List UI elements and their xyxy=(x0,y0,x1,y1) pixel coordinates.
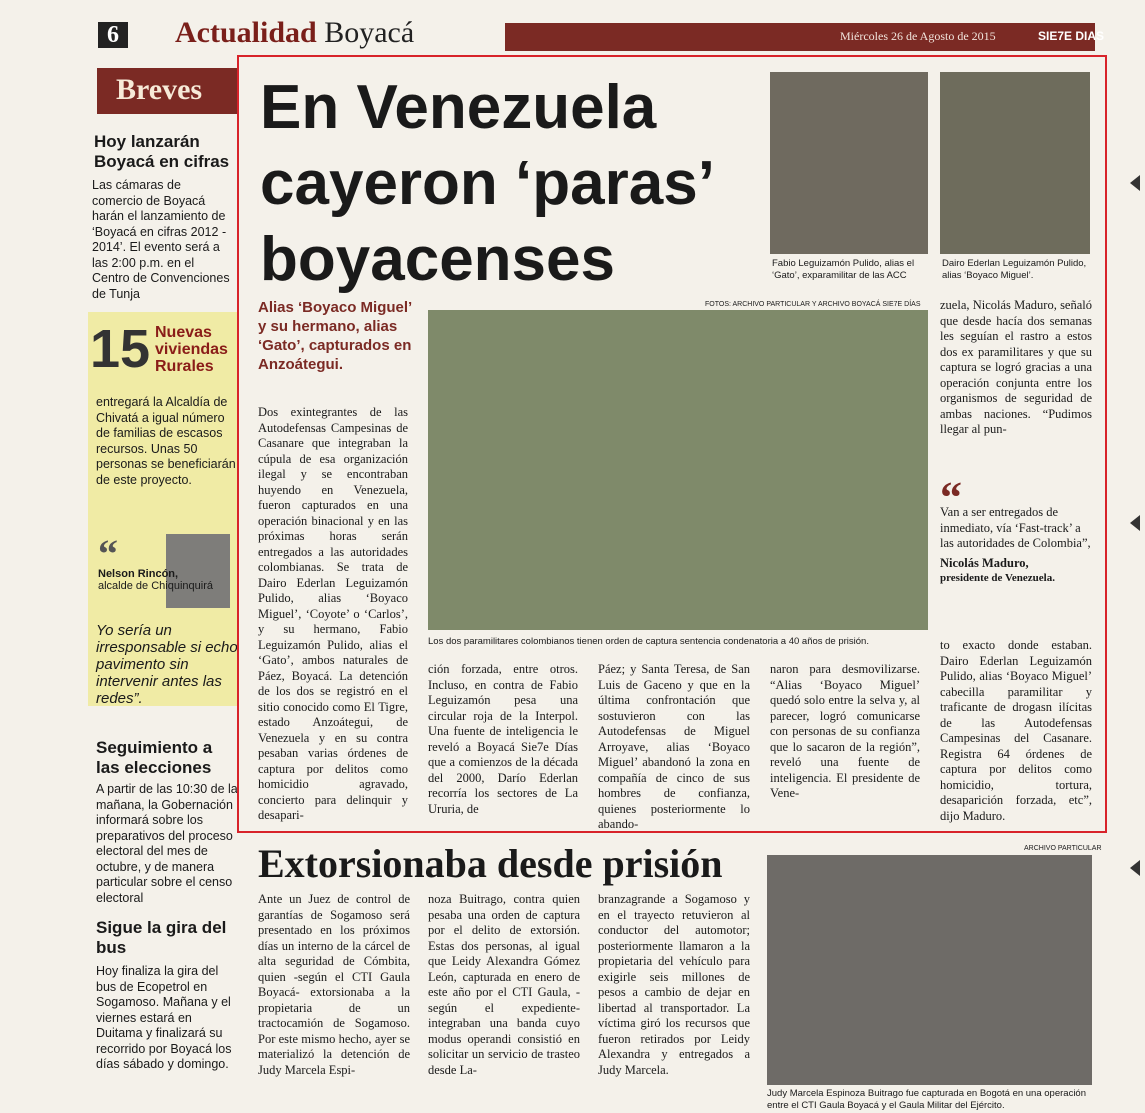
dairo-leguizamon-photo xyxy=(940,72,1090,254)
quote-mark-icon: “ xyxy=(940,473,962,522)
article-column: Dos exintegrantes de las Autodefensas Campesinas de Casanare que integraban la cúpula de esa organización ilegal y se encontraban huyendo en Venezuela, fueron capturados en una operación binacional y en las próximas horas serán entregados a las autoridades colombianas. Se trata de Dairo Ederlan Leguizamón Pulido, alias ‘Boyaco Miguel’, ‘Coyote’ o ‘Carlos’, y su hermano, Fabio Leguizamón Pulido, alias el ‘Gato’, ambos naturales de Páez, Boyacá. La detención de los dos se registró en el sitio conocido como El Tigre, estado Anzoátegui, de Venezuela y en su contra pesaban varias órdenes de captura por delitos como homicidio agravado, concierto para delinquir y desapari- xyxy=(258,405,408,822)
breve-title: Sigue la gira del bus xyxy=(96,918,227,957)
photo-credit: ARCHIVO PARTICULAR xyxy=(1024,845,1102,852)
breve-title: Seguimiento a las elecciones xyxy=(96,738,213,777)
issue-date: Miércoles 26 de Agosto de 2015 xyxy=(840,29,996,43)
section-subtitle: Boyacá xyxy=(324,16,415,49)
main-photo-caption: Los dos paramilitares colombianos tienen orden de captura sentencia condenatoria a 40 años de prisión. xyxy=(428,636,869,647)
page-edge-arrow-icon xyxy=(1130,515,1140,531)
page-edge-arrow-icon xyxy=(1130,860,1140,876)
article-column: Páez; y Santa Teresa, de San Luis de Gaceno y que en la última confrontación que sostuvieron con las Autodefensas de Miguel Arroyave, alias ‘Boyaco Miguel’ abandonó la zona en compañía de cinco de sus hombres de confianza, quienes posteriormente lo abando- xyxy=(598,662,750,831)
breve-quote: Yo sería un irresponsable si echo pavimento sin intervenir antes las redes”. xyxy=(96,622,238,707)
cti-photo-caption: Judy Marcela Espinoza Buitrago fue capturada en Bogotá en una operación entre el CTI Gaula Boyacá y el Gaula Militar del Ejército. xyxy=(767,1088,1086,1111)
breves-label: Breves xyxy=(116,73,203,106)
page-edge-arrow-icon xyxy=(1130,175,1140,191)
article-column: naron para desmovilizarse. “Alias ‘Boyaco Miguel’ quedó solo entre la selva y, al parecer, logró comunicarse con personas de su confianza que lo sacaron de la región”, reveló una fuente de inteligencia. El presidente de Vene- xyxy=(770,662,920,800)
article-column: noza Buitrago, contra quien pesaba una orden de captura por el delito de extorsión. Estas dos personas, al igual que Leidy Alexandra Gómez León, capturada en enero de este año por el CTI Gaula, -según el expediente- integraban una banda cuyo modus operandi consistió en solicitar un servicio de trasteo desde La- xyxy=(428,892,580,1077)
breve-body: Hoy finaliza la gira del bus de Ecopetrol en Sogamoso. Mañana y el viernes estará en Duitama y finalizará su recorrido por Boyacá los días sábado y domingo. xyxy=(96,964,232,1071)
breve-title: Hoy lanzarán Boyacá en cifras xyxy=(94,132,230,171)
highlight-number: 15 xyxy=(90,319,151,379)
fabio-leguizamon-photo xyxy=(770,72,928,254)
breve-body: A partir de las 10:30 de la mañana, la Gobernación informará sobre los preparativos del proceso electoral del mes de octubre, y de manera particular sobre el censo electoral xyxy=(96,782,238,905)
highlight-body: entregará la Alcaldía de Chivatá a igual número de familias de escasos recursos. Unas 50 personas se beneficiarán de este proyecto. xyxy=(96,395,236,487)
section-title: Actualidad Boyacá xyxy=(175,16,415,49)
main-photo xyxy=(428,310,928,630)
page-number: 6 xyxy=(98,22,128,48)
photo-caption: Fabio Leguizamón Pulido, alias el ‘Gato’, exparamilitar de las ACC xyxy=(772,258,915,281)
breve-body: Las cámaras de comercio de Boyacá harán el lanzamiento de ‘Boyacá en cifras 2012 - 2014’. El evento será a las 2:00 p.m. en el Centro de Convenciones de Tunja xyxy=(92,178,230,301)
photo-credit: FOTOS: ARCHIVO PARTICULAR Y ARCHIVO BOYACÁ SIE7E DÍAS xyxy=(705,301,921,308)
article-column: zuela, Nicolás Maduro, señaló que desde hacía dos semanas les seguían el rastro a estos dos ex paramilitares y que su captura se logró gracias a una operación conjunta entre los organismos de seguridad de ambas naciones. “Pudimos llegar al pun- xyxy=(940,298,1092,436)
header-bar xyxy=(505,23,1095,51)
quote-attribution: Nelson Rincón, alcalde de Chiquinquirá xyxy=(98,568,213,592)
second-headline: Extorsionaba desde prisión xyxy=(258,841,723,886)
article-column: to exacto donde estaban. Dairo Ederlan Leguizamón Pulido, alias ‘Boyaco Miguel’ cabecilla paramilitar y traficante de drogasn ilícitas de las Autodefensas Campesinas del Casanare. Registra 64 órdenes de captura por delitos como homicidio, tortura, desaparición forzada, etc”, dijo Maduro. xyxy=(940,638,1092,823)
photo-caption: Dairo Ederlan Leguizamón Pulido, alias ‘Boyaco Miguel’. xyxy=(942,258,1087,281)
article-column: Ante un Juez de control de garantías de Sogamoso será presentado en los próximos días un interno de la cárcel de alta seguridad de Cómbita, quien -según el CTI Gaula Boyacá- extorsionaba a la propietaria de un tractocamión de Sogamoso. Por este mismo hecho, ayer se materializó la detención de Judy Marcela Espi- xyxy=(258,892,410,1077)
quote-mark-icon: “ xyxy=(98,531,118,576)
main-headline: En Venezuela cayeron ‘paras’ boyacenses xyxy=(260,73,712,294)
pull-quote: Van a ser entregados de inmediato, vía ‘Fast-track’ a las autoridades de Colombia”, Nicolás Maduro, presidente de Venezuela. xyxy=(940,505,1091,584)
highlight-title: Nuevas viviendas Rurales xyxy=(155,324,228,375)
main-subhead: Alias ‘Boyaco Miguel’ y su hermano, alias ‘Gato’, capturados en Anzoátegui. xyxy=(258,299,412,373)
cti-photo xyxy=(767,855,1092,1085)
article-column: branzagrande a Sogamoso y en el trayecto retuvieron al conductor del automotor; posteriormente llamaron a la propietaria del vehículo para exigirle seis millones de pesos a cambio de dejar en libertad al transportador. La víctima giró los recursos que fueron retirados por Leidy Alexandra y entregados a Judy Marcela. xyxy=(598,892,750,1077)
brand-name: SIE7E DIAS xyxy=(1038,29,1105,43)
article-column: ción forzada, entre otros. Incluso, en contra de Fabio Leguizamón pesa una circular roja de la Interpol. Una fuente de inteligencia le reveló a Boyacá Sie7e Días que a comienzos de la década del 2000, Darío Ederlan recorría los sectores de La Ururia, de xyxy=(428,662,578,816)
